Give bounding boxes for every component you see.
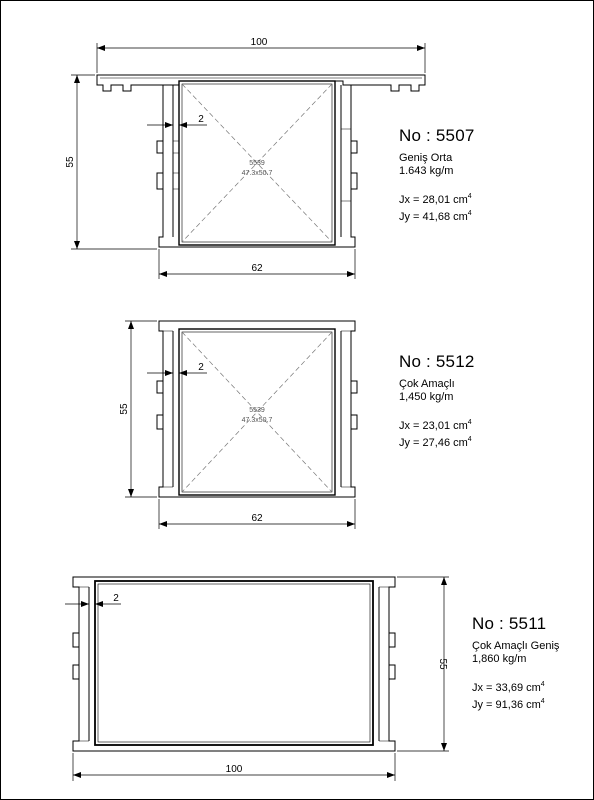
profile-5512-info xyxy=(399,352,475,450)
profile-number: No : 5512 xyxy=(399,352,475,371)
inner-size-5512: 47.3x50.7 xyxy=(241,417,273,424)
profile-5511-chamber xyxy=(95,581,373,745)
dim-width-top-5507: 100 xyxy=(250,37,268,48)
inner-code-5512: 5539 xyxy=(249,407,265,414)
profile-jy: Jy = 41,68 $cm^4$ xyxy=(399,210,472,223)
profile-jy: Jy = 91,36 $cm^4$ xyxy=(472,698,545,711)
profile-weight: 1.643 kg/m xyxy=(399,165,454,177)
dim-wall-5512: 2 xyxy=(198,362,204,373)
profile-5511-info xyxy=(472,614,559,712)
dim-height-5507: 55 xyxy=(65,156,76,168)
inner-code-5507: 5539 xyxy=(249,160,265,167)
profile-jx: Jx = 23,01 $cm^4$ xyxy=(399,419,472,432)
profile-number: No : 5507 xyxy=(399,126,475,145)
dim-wall-5507: 2 xyxy=(198,114,204,125)
profile-5511-drawing xyxy=(73,577,395,751)
dim-height-5512: 55 xyxy=(119,403,130,415)
dim-width-bottom-5512: 62 xyxy=(251,513,263,524)
profile-5507-info xyxy=(399,126,475,224)
profile-5507-top-flange xyxy=(97,75,425,91)
profile-5512-dimensions xyxy=(125,321,355,529)
profile-5511-outer xyxy=(73,577,395,751)
profile-name: Geniş Orta xyxy=(399,152,453,164)
dim-width-bottom-5511: 100 xyxy=(225,764,243,775)
profile-jy: Jy = 27,46 $cm^4$ xyxy=(399,436,472,449)
profile-number: No : 5511 xyxy=(472,614,547,633)
profile-weight: 1,860 kg/m xyxy=(472,653,527,665)
profile-jx: Jx = 33,69 $cm^4$ xyxy=(472,681,545,694)
dim-width-bottom-5507: 62 xyxy=(251,263,263,274)
profile-jx: Jx = 28,01 $cm^4$ xyxy=(399,193,472,206)
profile-weight: 1,450 kg/m xyxy=(399,391,454,403)
profile-name: Çok Amaçlı xyxy=(399,378,455,390)
profile-name: Çok Amaçlı Geniş xyxy=(472,640,560,652)
profile-5507-dimensions xyxy=(71,43,425,279)
dim-height-5511: 55 xyxy=(437,658,448,670)
dim-wall-5511: 2 xyxy=(113,593,119,604)
inner-size-5507: 47.3x50.7 xyxy=(241,170,273,177)
